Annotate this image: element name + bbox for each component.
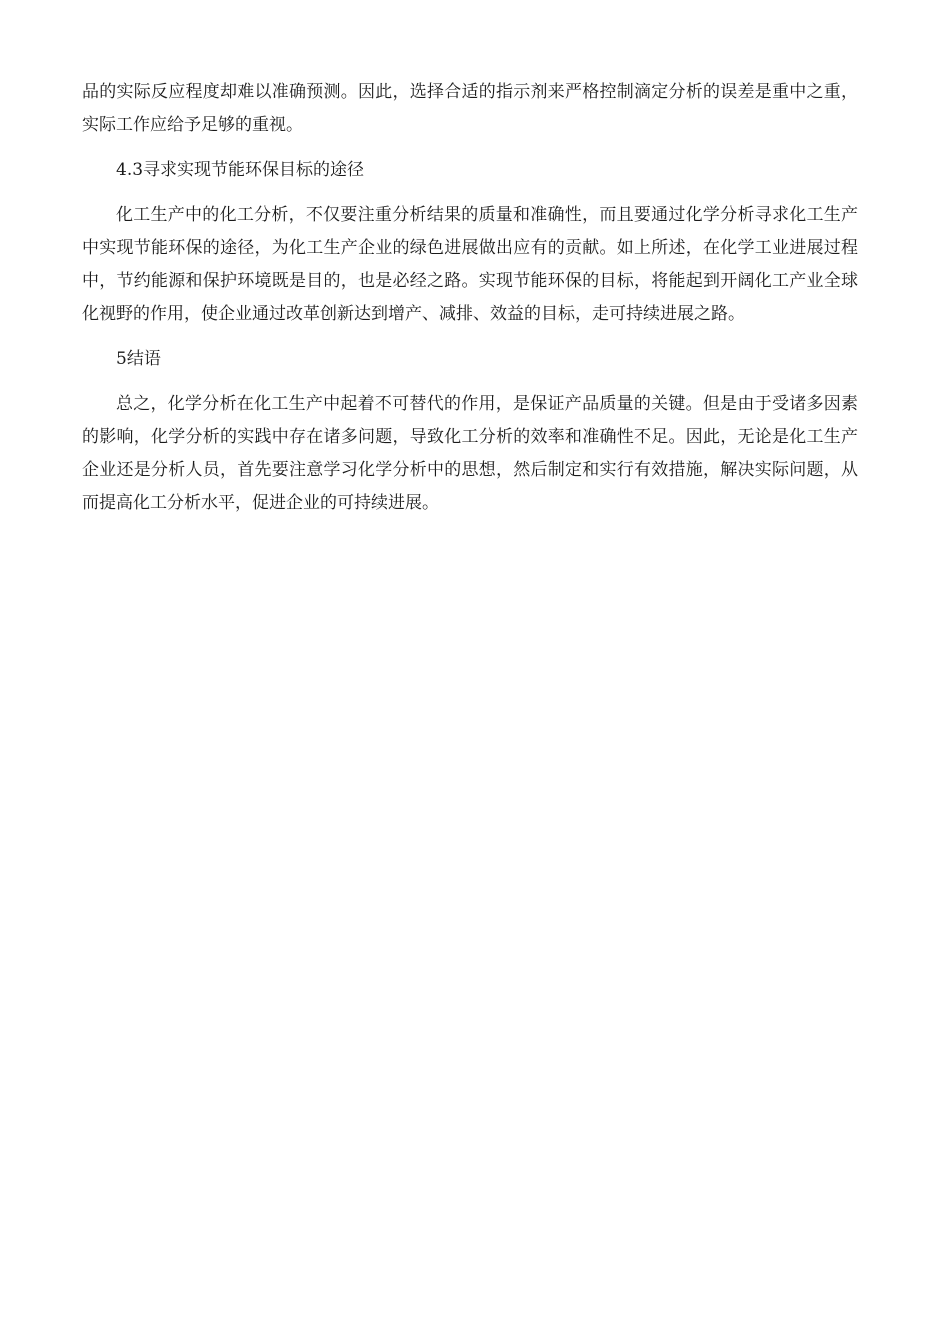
- paragraph-continued: 品的实际反应程度却难以准确预测。因此，选择合适的指示剂来严格控制滴定分析的误差是重中之重，实际工作应给予足够的重视。: [82, 82, 858, 135]
- section-heading-4-3: 4.3寻求实现节能环保目标的途径: [116, 160, 365, 180]
- paragraph-conclusion: 总之，化学分析在化工生产中起着不可替代的作用，是保证产品质量的关键。但是由于受诸多因素的影响，化学分析的实践中存在诸多问题，导致化工分析的效率和准确性不足。因此，无论是化工生产企业还是分析人员，首先要注意学习化学分析中的思想，然后制定和实行有效措施，解决实际问题，从而提高化工分析水平，促进企业的可持续进展。: [82, 394, 858, 513]
- document-body: [82, 76, 858, 532]
- section-heading-conclusion: 5结语: [116, 349, 161, 369]
- paragraph-energy-saving: 化工生产中的化工分析，不仅要注重分析结果的质量和准确性，而且要通过化学分析寻求化工生产中实现节能环保的途径，为化工生产企业的绿色进展做出应有的贡献。如上所述，在化学工业进展过程中，节约能源和保护环境既是目的，也是必经之路。实现节能环保的目标，将能起到开阔化工产业全球化视野的作用，使企业通过改革创新达到增产、减排、效益的目标，走可持续进展之路。: [82, 205, 858, 324]
